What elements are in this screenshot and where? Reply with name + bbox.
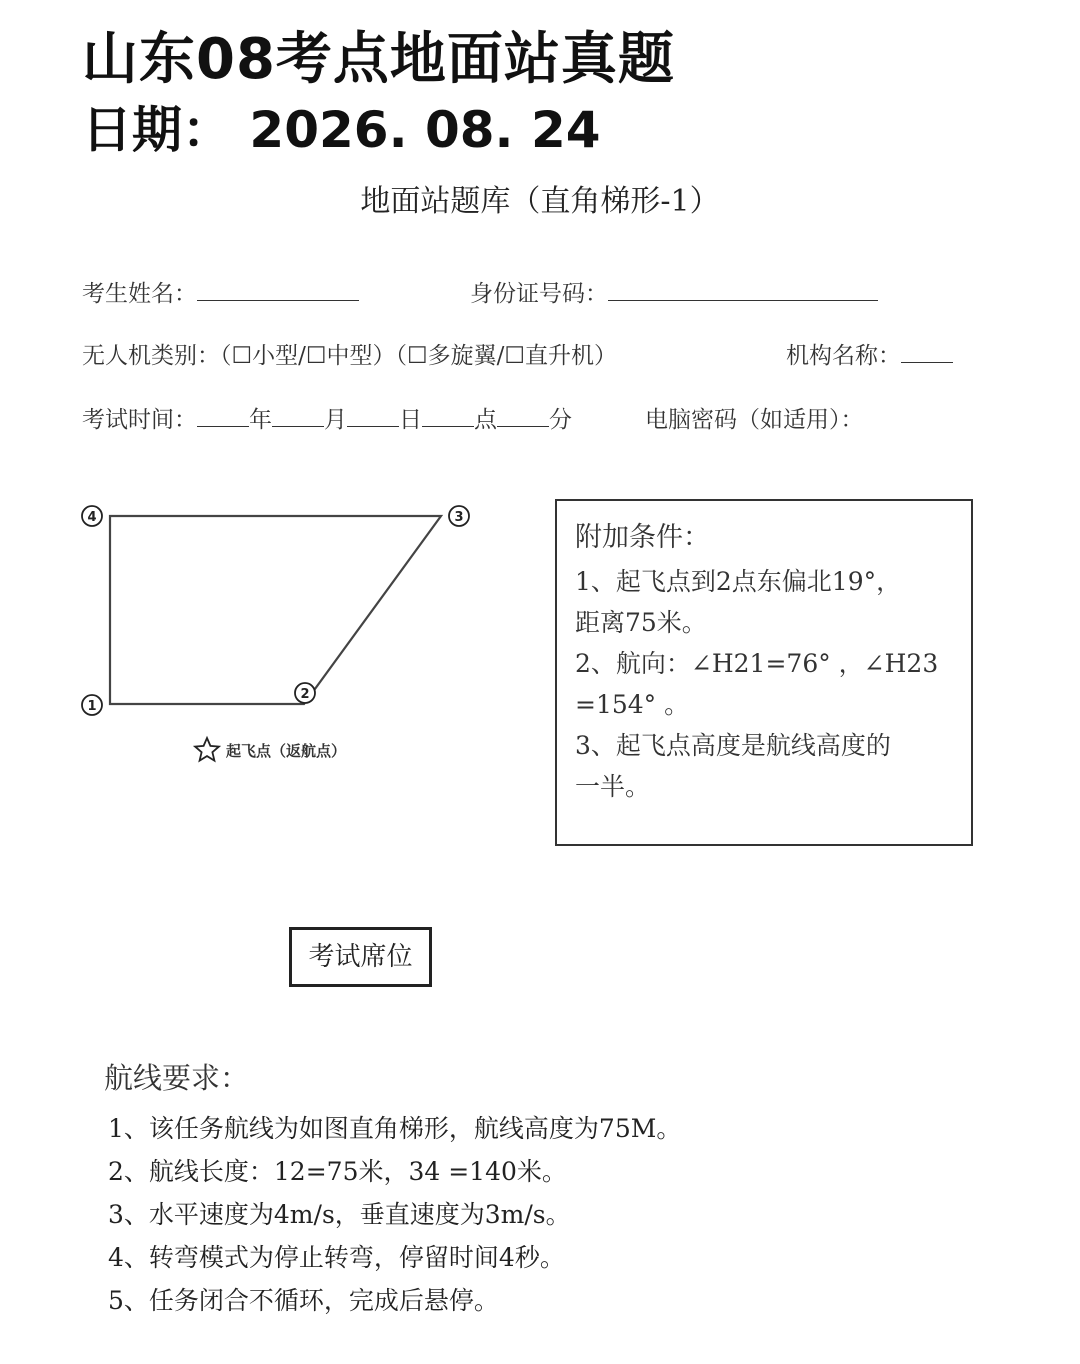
condition-1-line-2: 距离75米。 [575,608,707,637]
svg-text:3: 3 [454,510,464,525]
requirement-2: 2、航线长度：12=75米，34 =140米。 [108,1157,567,1186]
id-number-label: 身份证号码： [470,281,608,307]
requirement-5: 5、任务闭合不循环，完成后悬停。 [108,1286,499,1315]
day-blank [347,404,399,427]
requirement-3: 3、水平速度为4m/s，垂直速度为3m/s。 [108,1200,571,1229]
svg-text:4: 4 [87,510,97,525]
conditions-title: 附加条件： [575,522,710,553]
question-bank-title: 地面站题库（直角梯形-1） [360,184,720,219]
uav-category-label: 无人机类别： [82,343,220,369]
id-number-blank [608,278,878,301]
year-blank [197,404,249,427]
uav-size-options: （☐小型/☐中型） [220,343,396,369]
waypoint-4 [82,506,102,526]
hour-blank [422,404,474,427]
exam-seat-box: 考试席位 [289,927,432,987]
condition-1-line-1: 1、起飞点到2点东偏北19°， [575,567,902,596]
condition-3-line-1: 3、起飞点高度是航线高度的 [575,731,891,760]
requirement-4: 4、转弯模式为停止转弯，停留时间4秒。 [108,1243,565,1272]
waypoint-3 [449,506,469,526]
minute-blank [497,404,549,427]
waypoint-2 [295,683,315,703]
condition-2-line-2: =154° 。 [575,690,690,719]
day-label: 日 [399,407,422,433]
trapezoid-route [110,516,441,704]
uav-category-row [82,340,617,372]
month-label: 月 [324,407,347,433]
exam-date: 日期： 2026. 08. 24 [82,101,601,159]
candidate-name-row [82,278,359,310]
minute-label: 分 [549,407,572,433]
uav-type-options: （☐多旋翼/☐直升机） [395,343,617,369]
svg-text:1: 1 [87,699,97,714]
route-diagram [70,490,490,780]
condition-3-line-2: 一半。 [575,772,651,801]
hour-label: 点 [474,407,497,433]
month-blank [272,404,324,427]
org-name-blank [901,340,953,363]
waypoint-1 [82,695,102,715]
candidate-name-blank [197,278,359,301]
year-label: 年 [249,407,272,433]
condition-2-line-1: 2、航向：∠H21=76° ，∠H23 [575,649,939,678]
star-icon [195,738,219,761]
org-name-label: 机构名称： [786,343,901,369]
page-title: 山东08考点地面站真题 [82,27,675,92]
exam-time-label: 考试时间： [82,407,197,433]
takeoff-point-legend: 起飞点（返航点） [226,742,347,760]
org-name-row [786,340,953,372]
additional-conditions-box [555,499,973,846]
pc-password-label: 电脑密码（如适用）： [645,407,864,433]
exam-time-row [82,404,572,436]
id-number-row [470,278,878,310]
requirement-1: 1、该任务航线为如图直角梯形，航线高度为75M。 [108,1114,682,1143]
route-requirements-title: 航线要求： [104,1061,250,1095]
svg-text:2: 2 [300,687,310,702]
candidate-name-label: 考生姓名： [82,281,197,307]
